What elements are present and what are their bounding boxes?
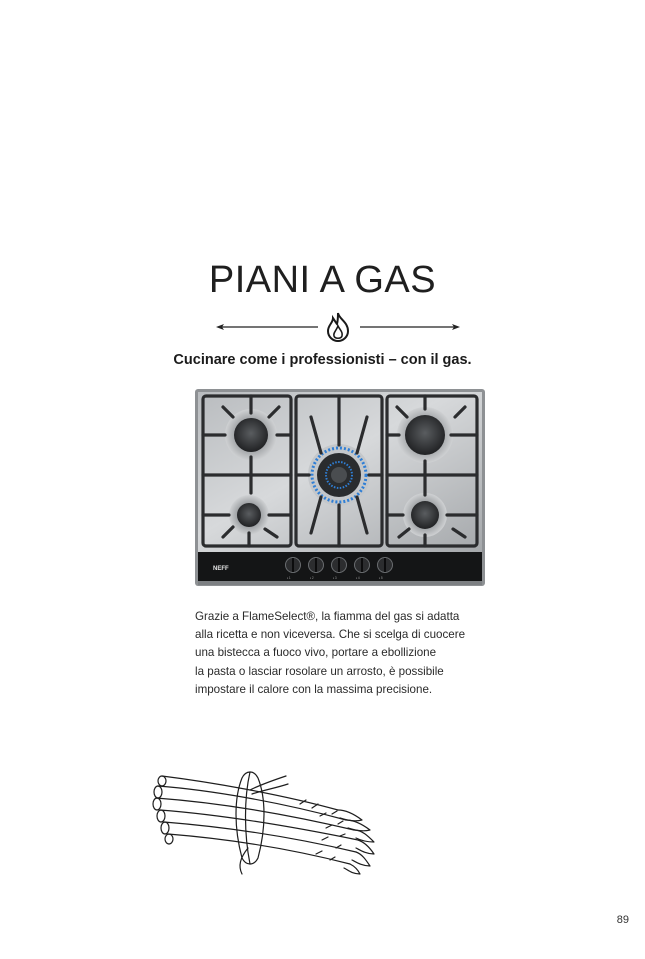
- flame-icon: [328, 313, 348, 341]
- knob-label: ◐5: [379, 576, 383, 580]
- knob-label: ◐3: [333, 576, 337, 580]
- knob-label: ◐4: [356, 576, 360, 580]
- knob-label: ◐2: [310, 576, 314, 580]
- burner-front-left: [229, 495, 269, 535]
- brand-logo: NEFF: [213, 566, 229, 572]
- body-line: la pasta o lasciar rosolare un arrosto, è possibile: [195, 664, 444, 678]
- page-number: 89: [616, 914, 629, 926]
- knob: [309, 558, 324, 573]
- body-line: Grazie a FlameSelect®, la fiamma del gas si adatta: [195, 610, 460, 623]
- gas-hob-photo: [193, 387, 487, 588]
- page-subtitle: Cucinare come i professionisti – con il gas.: [173, 352, 472, 368]
- title-ornament: [214, 312, 462, 342]
- knob: [332, 558, 347, 573]
- knob: [286, 558, 301, 573]
- body-line: impostare il calore con la massima precisione.: [195, 682, 433, 696]
- knob: [355, 558, 370, 573]
- knob-label: ◐1: [287, 576, 291, 580]
- asparagus-bundle-illustration: [150, 768, 378, 876]
- knob: [378, 558, 393, 573]
- page-title: PIANI A GAS: [208, 259, 437, 301]
- body-line: una bistecca a fuoco vivo, portare a ebollizione: [195, 646, 437, 660]
- body-paragraph: [195, 608, 495, 699]
- body-line: alla ricetta e non viceversa. Che si scelga di cuocere: [195, 628, 466, 642]
- burner-wok-center: [308, 444, 370, 506]
